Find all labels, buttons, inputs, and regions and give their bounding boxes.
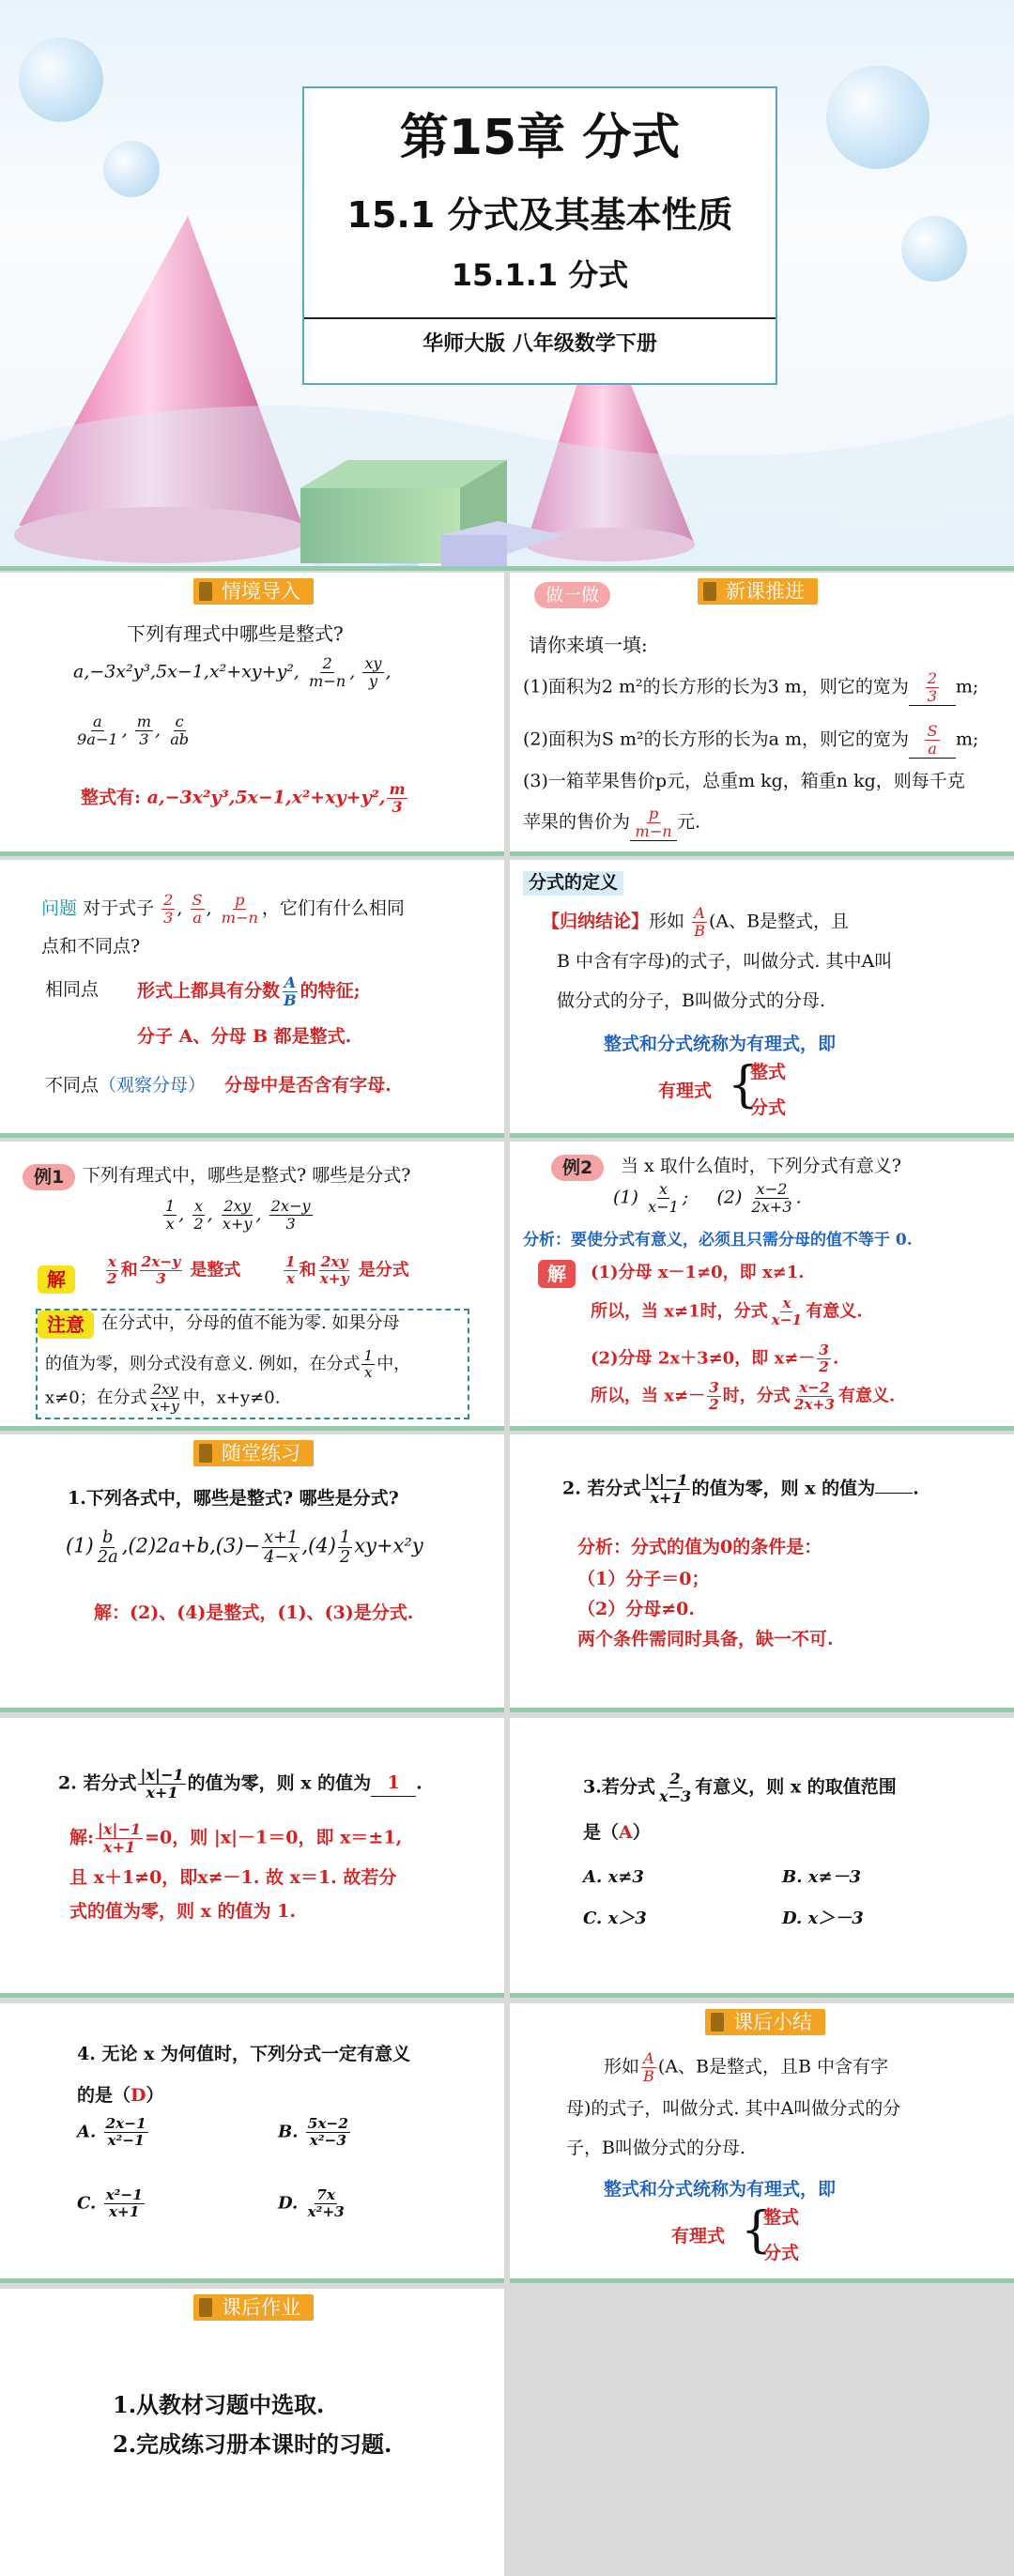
answer-line: 整式有: a,−3x²y³,5x−1,x²+xy+y², $\frac{m}{3}$ (81, 780, 406, 816)
practice-question: 1.下列各式中，哪些是整式? 哪些是分式? (68, 1488, 399, 1509)
question-text: 下列有理式中哪些是整式? (127, 622, 344, 645)
summary-line-2: 母)的式子，叫做分式. 其中A叫做分式的分 (566, 2098, 901, 2119)
section-title: 15.1 分式及其基本性质 (346, 194, 733, 236)
always-question: 4. 无论 x 为何值时，下列分式一定有意义 (77, 2044, 411, 2064)
range-slide (510, 1718, 1014, 1998)
definition-line-1: 【归纳结论】形如 $\frac{A}{B}$ (A、B是整式，且 (542, 904, 850, 940)
example-expressions: $\frac{1}{x}$ , $\frac{x}{2}$ , $\frac{2xy}{x+y}$ , $\frac{2x-y}{3}$ (165, 1197, 311, 1233)
solution-line-2: 且 x＋1≠0，即x≠－1. 故 x＝1. 故若分 (69, 1867, 397, 1888)
solution-line-3: 式的值为零，则 x 的值为 1. (69, 1901, 297, 1922)
summary-rational: 整式和分式统称为有理式，即 (604, 2179, 837, 2200)
practice-expressions: (1) $\frac{b}{2a}$ ,(2)2a+b,(3)− $\frac{x+1}{4-x}$ ,(4) $\frac{1}{2}$ xy+x²y (66, 1527, 423, 1567)
fraction-label: 分式 (750, 1097, 787, 1118)
expression-list-2: $\frac{a}{9a-1}$ , $\frac{m}{3}$ , $\frac{c}{ab}$ (77, 713, 190, 748)
option-c: C. x＞3 (583, 1909, 647, 1928)
intro-slide (0, 573, 504, 856)
homework-item-2: 2.完成练习册本课时的习题. (113, 2430, 392, 2458)
fill-question-3: (3)一箱苹果售价p元，总重m kg，箱重n kg，则每千克 (523, 771, 965, 791)
fraction-label: 分式 (763, 2243, 800, 2263)
option-d: D. x＞－3 (782, 1909, 864, 1928)
diff-line: 不同点（观察分母） 分母中是否含有字母. (45, 1075, 392, 1096)
solve-badge: 解 (538, 1260, 576, 1288)
example2-slide (510, 1142, 1014, 1431)
condition-question: 2. 若分式 $\frac{|x|-1}{x+1}$ 的值为零，则 x 的值为 . (562, 1471, 919, 1507)
rational-label: 有理式 (658, 1081, 713, 1101)
fraction-answer: $\frac{1}{x}$ 和 $\frac{2xy}{x+y}$ 是分式 (285, 1253, 409, 1287)
option-b: B. $\frac{5x-2}{\text{x²−3}}$ (278, 2115, 348, 2149)
example-expressions: (1) $\frac{x}{x-1}$ ; (2) $\frac{x-2}{2x+3}$ . (613, 1180, 802, 1216)
summary-line-3: 子，B叫做分式的分母. (566, 2138, 746, 2158)
summary-line-1: 形如 $\frac{A}{B}$ (A、B是整式，且B 中含有字 (604, 2049, 888, 2085)
zero-question: 2. 若分式 $\frac{|x|-1}{x+1}$ 的值为零，则 x 的值为 1 . (58, 1766, 422, 1802)
question-line-2: 点和不同点? (41, 936, 141, 957)
integral-label: 整式 (750, 1062, 787, 1082)
zero-value-slide (0, 1718, 504, 1998)
example-question: 下列有理式中，哪些是整式? 哪些是分式? (83, 1165, 411, 1186)
solution-line-1: 解: $\frac{|x|-1}{x+1}$ =0，则 |x|－1＝0，即 x＝±1, (69, 1820, 403, 1856)
note-line-2: 的值为零，则分式没有意义. 例如，在分式 $\frac{1}{x}$ 中， (45, 1347, 411, 1381)
section-tag: 课后小结 (705, 2009, 825, 2035)
definition-line-3: 做分式的分子，B叫做分式的分母. (557, 990, 826, 1011)
same-point-1: 形式上都具有分数 $\frac{A}{B}$ 的特征; (137, 974, 361, 1009)
definition-line-2: B 中含有字母)的式子，叫做分式. 其中A叫 (557, 951, 893, 972)
definition-header: 分式的定义 (523, 871, 623, 896)
integral-label: 整式 (763, 2207, 800, 2228)
solution-line-1: (1)分母 x－1≠0，即 x≠1. (591, 1263, 805, 1282)
title-box (302, 86, 777, 385)
solution-line-3: (2)分母 2x＋3≠0，即 x≠－ $\frac{3}{2}$ . (591, 1342, 839, 1375)
example-question: 当 x 取什么值时，下列分式有意义? (621, 1156, 901, 1176)
summary-slide (510, 2003, 1014, 2283)
analysis-text: 分析：要使分式有意义，必须且只需分母的值不等于 0. (523, 1231, 913, 1250)
condition-3: 两个条件需同时具备，缺一不可. (577, 1629, 834, 1649)
fill-question-3-answer: 苹果的售价为 $\frac{p}{m-n}$ 元. (523, 805, 701, 840)
definition-slide (510, 860, 1014, 1138)
always-defined-slide (0, 2003, 504, 2283)
range-question: 3.若分式 $\frac{2}{x-3}$ 有意义，则 x 的取值范围 (583, 1770, 897, 1805)
brace: { (741, 2202, 773, 2259)
example-badge: 例2 (551, 1155, 604, 1181)
same-label: 相同点 (45, 979, 100, 1000)
question-line: 问题 对于式子 $\frac{2}{3}$ , $\frac{S}{a}$ , $\frac{p}{m-n}$ ，它们有什么相同 (41, 891, 405, 927)
option-b: B. x≠－3 (782, 1867, 862, 1887)
condition-slide (510, 1434, 1014, 1712)
same-point-2: 分子 A、分母 B 都是整式. (137, 1026, 352, 1047)
condition-2: （2）分母≠0. (577, 1599, 695, 1619)
always-question-2: 的是（D） (77, 2085, 164, 2106)
example1-slide (0, 1142, 504, 1431)
practice-answer: 解：(2)、(4)是整式，(1)、(3)是分式. (94, 1602, 414, 1623)
section-tag: 情境导入 (193, 578, 314, 605)
subsection-title: 15.1.1 分式 (451, 257, 629, 293)
solution-line-2: 所以，当 x≠1时，分式 $\frac{x}{x-1}$ 有意义. (591, 1295, 863, 1328)
option-d: D. $\frac{7x}{\text{x²+3}}$ (278, 2186, 345, 2220)
compare-slide (0, 860, 504, 1138)
integral-answer: $\frac{x}{2}$ 和 $\frac{2x-y}{3}$ 是整式 (107, 1253, 241, 1287)
range-question-2: 是（A） (583, 1822, 651, 1843)
homework-item-1: 1.从教材习题中选取. (113, 2391, 325, 2418)
title-divider (304, 317, 776, 319)
publisher-label: 华师大版 八年级数学下册 (422, 331, 657, 356)
title-slide (0, 0, 1014, 571)
option-c: C. $\frac{\text{x²−1}}{x+1}$ (77, 2186, 143, 2220)
solution-line-4: 所以，当 x≠－ $\frac{3}{2}$ 时，分式 $\frac{x-2}{2x+3}$ 有意义. (591, 1379, 896, 1413)
rational-label: 有理式 (671, 2226, 726, 2246)
section-tag: 新课推进 (698, 578, 818, 605)
section-tag: 随堂练习 (193, 1440, 314, 1466)
summary-line: 整式和分式统称为有理式，即 (604, 1034, 837, 1054)
fill-question-1: (1)面积为2 m²的长方形的长为3 m，则它的宽为 $\frac{2}{3}$ m; (523, 669, 979, 705)
expression-list: a,−3x²y³,5x−1,x²+xy+y², $\frac{2}{m-n}$ , $\frac{xy}{y}$ , (73, 654, 392, 690)
example-badge: 例1 (23, 1164, 75, 1190)
note-line-3: x≠0；在分式 $\frac{2xy}{x+y}$ 中，x+y≠0. (45, 1381, 281, 1415)
fill-question-2: (2)面积为S m²的长方形的长为a m，则它的宽为 $\frac{S}{a}$ m; (523, 722, 979, 758)
practice-slide (0, 1434, 504, 1712)
note-badge: 注意 (38, 1311, 94, 1339)
option-a: A. $\frac{2x-1}{\text{x²−1}}$ (77, 2115, 146, 2149)
chapter-title: 第15章 分式 (399, 110, 681, 166)
analysis-text: 分析：分式的值为0的条件是： (577, 1537, 822, 1557)
brace: { (728, 1057, 760, 1113)
try-it-pill: 做一做 (534, 582, 610, 608)
solve-badge: 解 (38, 1265, 75, 1294)
condition-1: （1）分子＝0； (577, 1569, 710, 1589)
homework-slide (0, 2289, 504, 2576)
option-a: A. x≠3 (583, 1867, 644, 1887)
section-tag: 课后作业 (193, 2294, 314, 2321)
note-line-1: 在分式中，分母的值不能为零. 如果分母 (101, 1313, 400, 1333)
fill-in-slide (510, 573, 1014, 856)
intro-text: 请你来填一填: (529, 634, 648, 656)
